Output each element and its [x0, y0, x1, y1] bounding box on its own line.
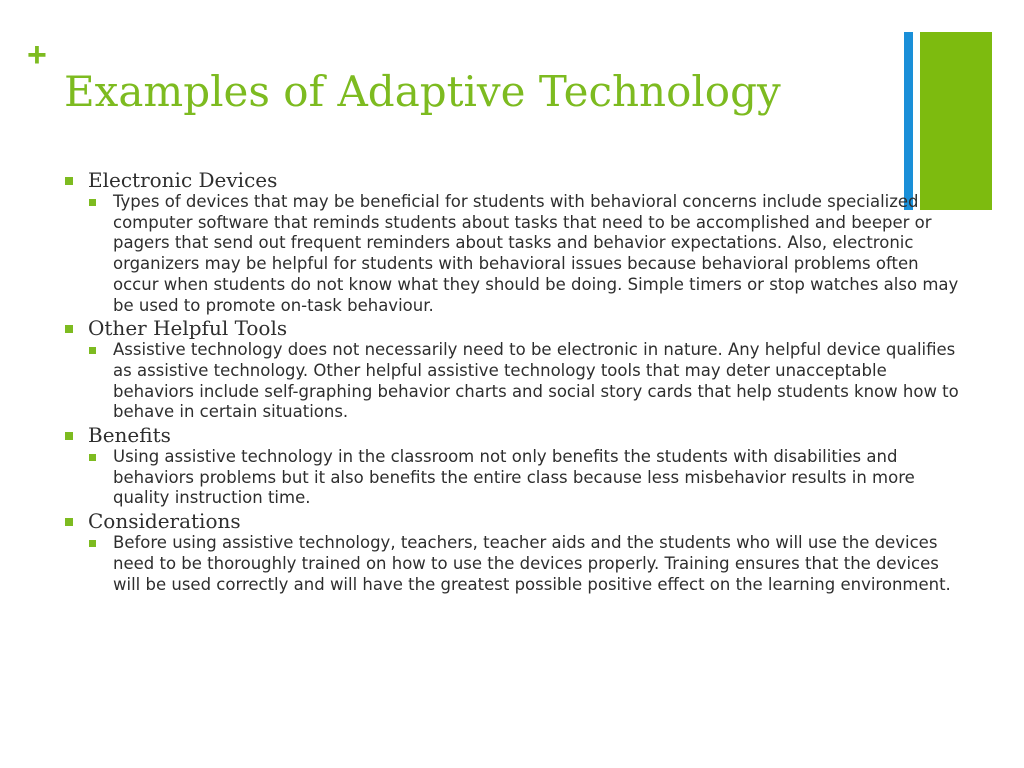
slide-title: Examples of Adaptive Technology: [64, 67, 781, 116]
level1-item: [64, 168, 964, 192]
level2-item: [64, 192, 964, 316]
square-bullet-icon: [65, 432, 73, 440]
bullet-list: [64, 168, 964, 595]
square-bullet-icon: [89, 347, 96, 354]
section-body: Assistive technology does not necessarily need to be electronic in nature. Any helpful device qualifies as assistive technology. Other helpful assistive technology tools that may deter unacceptable behaviors include self-graphing behavior charts and social story cards that help students know how to behave in certain situations.: [113, 340, 959, 422]
square-bullet-icon: [89, 540, 96, 547]
section-body: Types of devices that may be beneficial for students with behavioral concerns include specialized computer software that reminds students about tasks that need to be accomplished and beeper or pagers that send out frequent reminders about tasks and behavior expectations. Also, electronic organizers may be helpful for students with behavioral issues because behavioral problems often occur when students do not know what they should be doing. Simple timers or stop watches also may be used to promote on-task behaviour.: [113, 192, 959, 315]
section-heading: Considerations: [88, 509, 241, 534]
section-body: Before using assistive technology, teachers, teacher aids and the students who will use the devices need to be thoroughly trained on how to use the devices properly. Training ensures that the devices will be used correctly and will have the greatest possible positive effect on the learning environment.: [113, 533, 951, 594]
section-body: Using assistive technology in the classroom not only benefits the students with disabilities and behaviors problems but it also benefits the entire class because less misbehavior results in more quality instruction time.: [113, 447, 915, 508]
level2-item: [64, 340, 964, 423]
section-other-helpful-tools: [64, 316, 964, 423]
section-considerations: [64, 509, 964, 595]
square-bullet-icon: [89, 199, 96, 206]
square-bullet-icon: [89, 454, 96, 461]
level1-item: [64, 316, 964, 340]
section-heading: Benefits: [88, 423, 171, 448]
plus-icon: +: [27, 36, 47, 74]
square-bullet-icon: [65, 177, 73, 185]
level1-item: [64, 509, 964, 533]
section-heading: Electronic Devices: [88, 168, 278, 192]
square-bullet-icon: [65, 518, 73, 526]
level1-item: [64, 423, 964, 447]
section-electronic-devices: [64, 168, 964, 316]
square-bullet-icon: [65, 325, 73, 333]
section-heading: Other Helpful Tools: [88, 316, 288, 341]
level2-item: [64, 447, 964, 509]
section-benefits: [64, 423, 964, 509]
level2-item: [64, 533, 964, 595]
